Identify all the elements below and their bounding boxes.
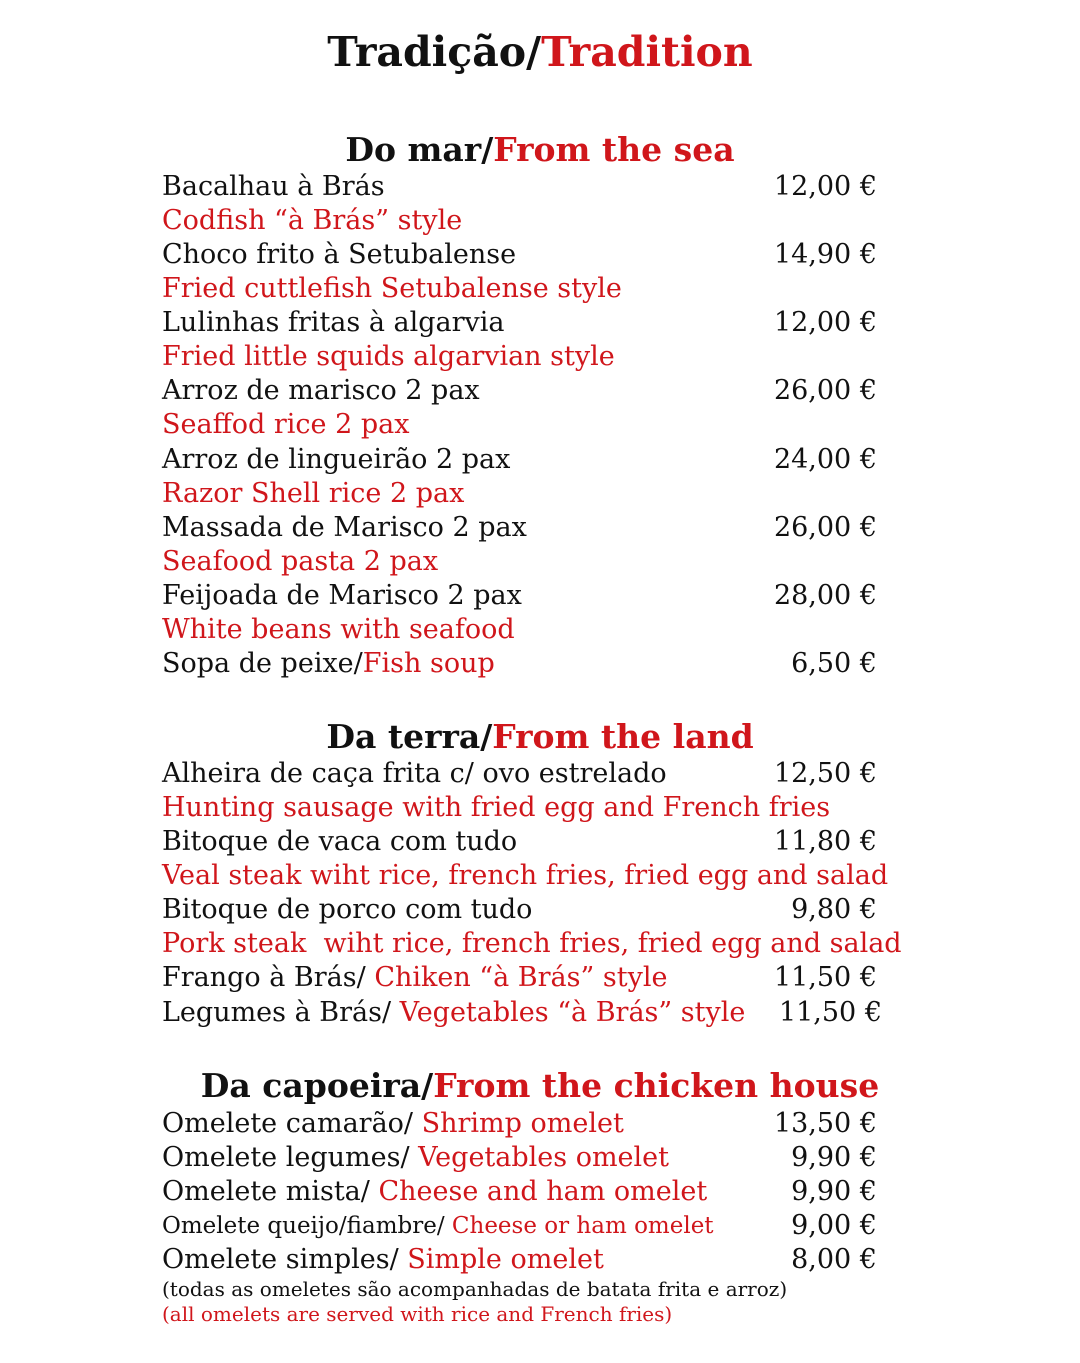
dish-name: Omelete camarão/ Shrimp omelet (162, 1108, 624, 1139)
dish-name: Omelete legumes/ Vegetables omelet (162, 1142, 670, 1173)
dish-name-en: Pork steak wiht rice, french fries, fried egg and salad (162, 928, 902, 959)
dish-price: 26,00 € (773, 375, 877, 406)
dish-name: Omelete mista/ Cheese and ham omelet (162, 1176, 708, 1207)
dish-price: 8,00 € (791, 1244, 877, 1275)
dish-name-en: Seaffod rice 2 pax (162, 409, 410, 440)
dish-name-en: Fried cuttlefish Setubalense style (162, 273, 622, 304)
dish-name: Omelete queijo/fiambre/ Cheese or ham omelet (162, 1213, 714, 1239)
page-title: Tradição/Tradition (327, 28, 753, 76)
dish-price: 24,00 € (773, 444, 877, 475)
dish-price: 13,50 € (773, 1108, 877, 1139)
dish-name-pt: Arroz de lingueirão 2 pax (162, 444, 511, 475)
dish-price: 6,50 € (791, 648, 877, 679)
dish-price: 11,80 € (773, 826, 877, 857)
dish-name-en: Razor Shell rice 2 pax (162, 478, 465, 509)
dish-name-en: Hunting sausage with fried egg and French fries (162, 792, 831, 823)
dish-price: 11,50 € (773, 962, 877, 993)
dish-name-pt: Bitoque de vaca com tudo (162, 826, 518, 857)
section-heading-chicken: Da capoeira/From the chicken house (200, 1066, 880, 1105)
dish-name-pt: Feijoada de Marisco 2 pax (162, 580, 522, 611)
section-heading-sea: Do mar/From the sea (345, 130, 735, 169)
dish-price: 14,90 € (773, 239, 877, 270)
dish-price: 12,00 € (773, 171, 877, 202)
dish-name-pt: Arroz de marisco 2 pax (162, 375, 480, 406)
dish-name-pt: Choco frito à Setubalense (162, 239, 517, 270)
dish-price: 9,90 € (791, 1176, 877, 1207)
dish-price: 11,50 € (778, 997, 882, 1028)
dish-price: 9,90 € (791, 1142, 877, 1173)
dish-name-pt: Bitoque de porco com tudo (162, 894, 533, 925)
dish-price: 9,80 € (791, 894, 877, 925)
dish-price: 9,00 € (791, 1210, 877, 1241)
dish-price: 26,00 € (773, 512, 877, 543)
dish-name-pt: Bacalhau à Brás (162, 171, 385, 202)
dish-price: 28,00 € (773, 580, 877, 611)
dish-name-en: Veal steak wiht rice, french fries, fried egg and salad (162, 860, 889, 891)
section-heading-land: Da terra/From the land (326, 717, 754, 756)
dish-name-en: Seafood pasta 2 pax (162, 546, 439, 577)
dish-name-en: Fried little squids algarvian style (162, 341, 615, 372)
dish-name-pt: Alheira de caça frita c/ ovo estrelado (162, 758, 667, 789)
dish-name-pt: Massada de Marisco 2 pax (162, 512, 527, 543)
dish-name-pt: Lulinhas fritas à algarvia (162, 307, 505, 338)
dish-price: 12,00 € (773, 307, 877, 338)
dish-name-en: White beans with seafood (162, 614, 515, 645)
note-en: (all omelets are served with rice and French fries) (162, 1302, 673, 1326)
dish-name: Sopa de peixe/Fish soup (162, 648, 495, 679)
dish-price: 12,50 € (773, 758, 877, 789)
dish-name: Frango à Brás/ Chiken “à Brás” style (162, 962, 668, 993)
dish-name: Omelete simples/ Simple omelet (162, 1244, 604, 1275)
dish-name: Legumes à Brás/ Vegetables “à Brás” style (162, 997, 746, 1028)
note-pt: (todas as omeletes são acompanhadas de batata frita e arroz) (162, 1277, 788, 1301)
dish-name-en: Codfish “à Brás” style (162, 205, 463, 236)
